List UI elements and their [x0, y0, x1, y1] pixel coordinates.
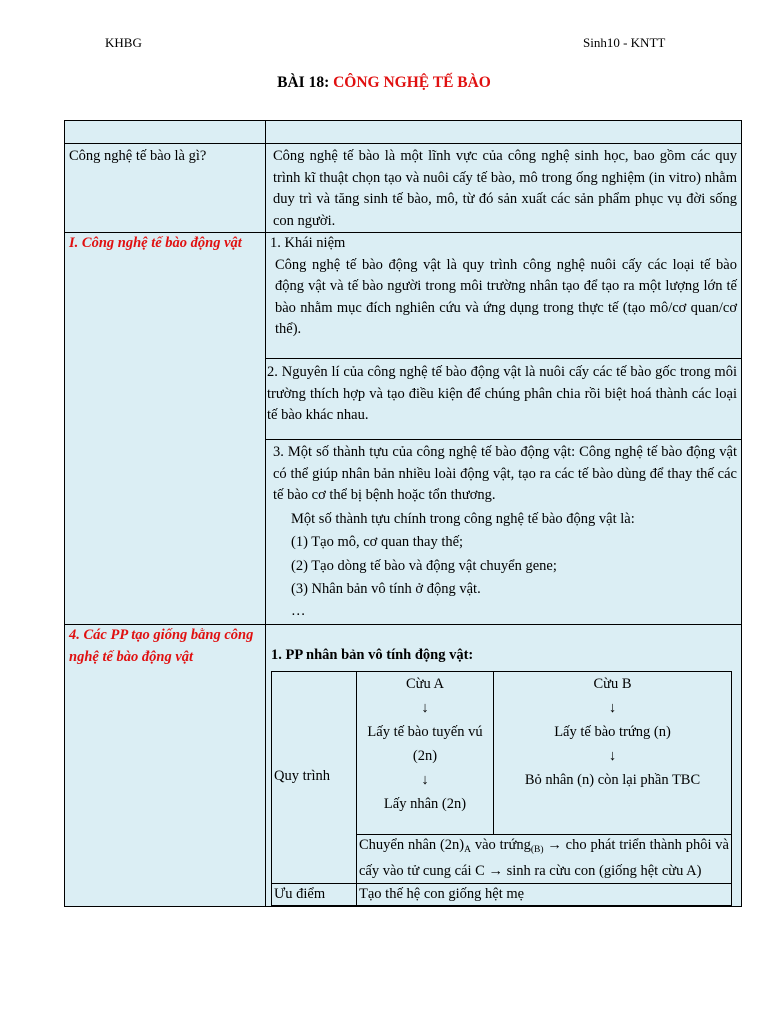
title-prefix: BÀI 18:: [277, 74, 334, 91]
section4-label: 4. Các PP tạo giống bằng công nghệ tế bào động vật: [69, 627, 254, 665]
sheep-a-label: Cừu A: [405, 675, 445, 692]
header-right: Sinh10 - KNTT: [583, 35, 666, 50]
advantage-label: Ưu điểm: [272, 883, 357, 906]
header-left: KHBG: [105, 35, 142, 50]
cloning-table: [271, 671, 732, 907]
sheep-a-step1: Lấy tế bào tuyến vú (2n): [367, 723, 483, 764]
achievement-item-2: (2) Tạo dòng tế bào và động vật chuyển gene;: [291, 557, 557, 574]
sheep-b-step2: Bỏ nhân (n) còn lại phần TBC: [524, 771, 701, 788]
empty-cell-left: [65, 121, 266, 144]
empty-cell-right: [266, 121, 742, 144]
arrow-down-icon: ↓: [608, 699, 617, 716]
definition-answer: Công nghệ tế bào là một lĩnh vực của công nghệ sinh học, bao gồm các quy trình kĩ thuật chọn tạo và nuôi cấy tế bào, mô trong ống nghiệm (in vitro) nhằm duy trì và tăng sinh tế bào, mô, từ đó sản xuất các sản phẩm phục vụ đời sống con người.: [266, 144, 742, 233]
process-label: Quy trình: [272, 671, 357, 883]
transfer-part2: vào trứng: [471, 836, 531, 853]
sheep-a-cell: [357, 671, 494, 834]
section1-label: I. Công nghệ tế bào động vật: [69, 235, 242, 251]
transfer-text: [357, 834, 732, 883]
table-row-definition: [65, 144, 742, 233]
table-row-concept: [65, 233, 742, 359]
arrow-down-icon: ↓: [608, 747, 617, 764]
arrow-down-icon: ↓: [421, 699, 429, 716]
definition-question: Công nghệ tế bào là gì?: [65, 144, 266, 233]
achievement-item-1: (1) Tạo mô, cơ quan thay thế;: [291, 534, 464, 550]
sheep-b-cell: [494, 671, 732, 834]
concept-text: Công nghệ tế bào động vật là quy trình công nghệ nuôi cấy các loại tế bào động vật và tế bào người trong môi trường nhân tạo để tạo ra một lượng lớn tế bào nhằm mục đích nghiên cứu và ứng dụng trong thực tế (tạo mô/cơ quan/cơ thể).: [275, 256, 737, 337]
table-row-empty: [65, 121, 742, 144]
title-main: CÔNG NGHỆ TẾ BÀO: [333, 74, 491, 91]
advantage-text: Tạo thế hệ con giống hệt mẹ: [357, 883, 732, 906]
table-row-methods: [65, 625, 742, 907]
concept-heading: 1. Khái niệm: [270, 235, 346, 251]
achievement-text: 3. Một số thành tựu của công nghệ tế bào động vật: Công nghệ tế bào động vật có thể giúp nhân bản nhiều loài động vật, tạo ra các tế bào dùng để thay thế các tế bào cơ thể bị bệnh hoặc tổn thương.: [273, 444, 737, 503]
achievement-item-3: (3) Nhân bản vô tính ở động vật.: [291, 581, 481, 597]
achievements-cell: [266, 440, 742, 625]
arrow-down-icon: ↓: [421, 771, 429, 788]
section4-label-cell: [65, 625, 266, 907]
transfer-part1: Chuyển nhân (2n): [359, 836, 465, 853]
cloning-heading: 1. PP nhân bản vô tính động vật:: [271, 647, 474, 663]
page-title: [0, 74, 768, 92]
achievement-intro: Một số thành tựu chính trong công nghệ tế bào động vật là:: [291, 510, 635, 527]
transfer-part3: → cho phát triển thành phôi và cấy vào tử cung cái C → sinh ra cừu con (giống hệt cừu A): [359, 836, 729, 879]
transfer-sub-b: (B): [530, 844, 544, 855]
cloning-row-advantage: [272, 883, 732, 906]
sheep-b-label: Cừu B: [593, 675, 632, 692]
achievement-item-4: …: [291, 602, 306, 619]
transfer-sub-a: A: [464, 844, 471, 855]
principle-text: 2. Nguyên lí của công nghệ tế bào động vật là nuôi cấy các tế bào gốc trong môi trường thích hợp và tạo điều kiện để chúng phân chia rồi biệt hoá thành các loại tế bào khác nhau.: [266, 359, 742, 440]
concept-cell: [266, 233, 742, 359]
lesson-table: [64, 120, 742, 907]
sheep-a-step2: Lấy nhân (2n): [383, 795, 467, 812]
sheep-b-step1: Lấy tế bào trứng (n): [554, 723, 671, 740]
methods-cell: [266, 625, 742, 907]
cloning-row-process: [272, 671, 732, 834]
section1-label-cell: [65, 233, 266, 625]
